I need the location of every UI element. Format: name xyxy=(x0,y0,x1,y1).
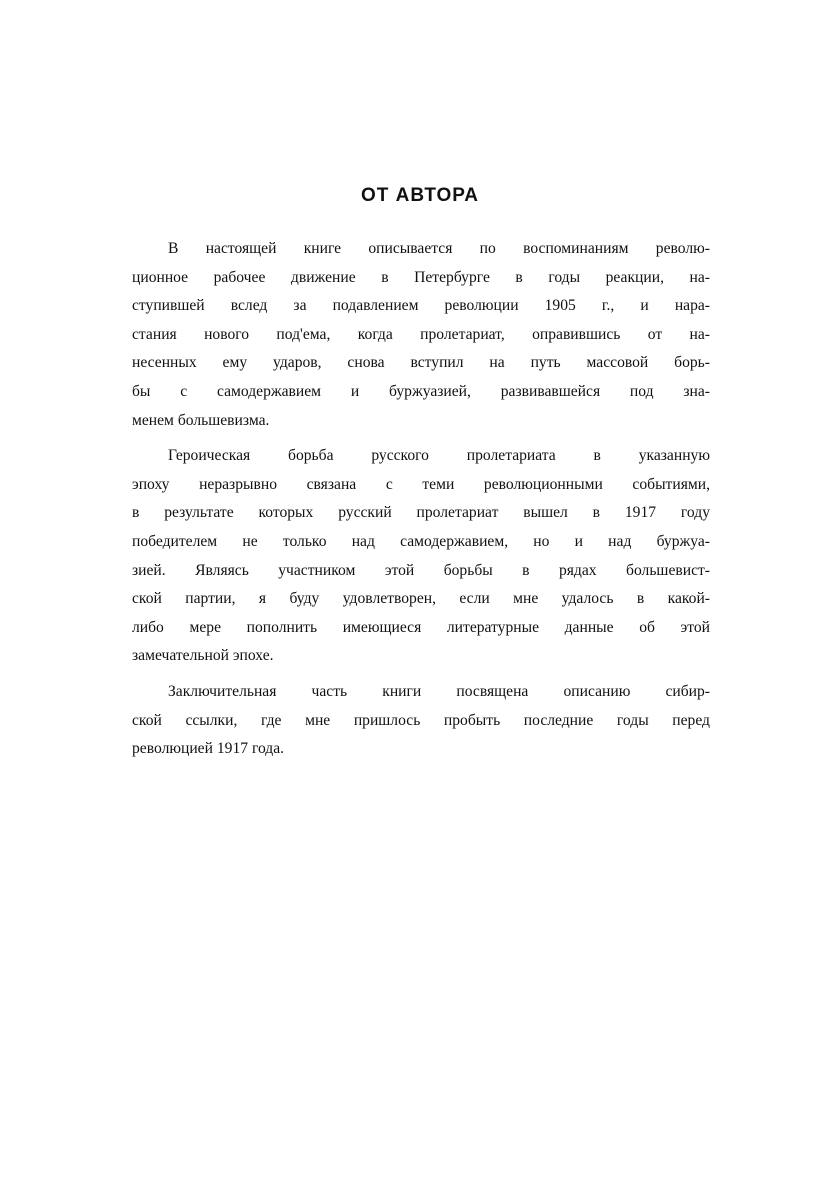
paragraph-2 xyxy=(132,442,710,671)
text-line: ступившей вслед за подавлением революции 1905 г., и нара- xyxy=(132,297,710,315)
paragraph-3 xyxy=(132,678,710,764)
text-line: ской ссылки, где мне пришлось пробыть последние годы перед xyxy=(132,711,710,729)
text-line: замечательной эпохе. xyxy=(132,647,274,665)
text-line: ской партии, я буду удовлетворен, если мне удалось в какой- xyxy=(132,590,710,608)
text-line: Заключительная часть книги посвящена описанию сибир- xyxy=(168,682,710,700)
preface-text xyxy=(132,235,710,771)
text-line: эпоху неразрывно связана с теми революционными событиями, xyxy=(132,475,710,493)
text-line: в результате которых русский пролетариат вышел в 1917 году xyxy=(132,504,710,522)
paragraph-1 xyxy=(132,235,710,435)
page-title: ОТ АВТОРА xyxy=(360,185,480,206)
text-line: несенных ему ударов, снова вступил на путь массовой борь- xyxy=(132,354,710,372)
text-line: либо мере пополнить имеющиеся литературные данные об этой xyxy=(132,618,710,636)
text-line: менем большевизма. xyxy=(132,411,270,429)
text-line: Героическая борьба русского пролетариата в указанную xyxy=(168,447,710,465)
text-line: революцией 1917 года. xyxy=(132,740,285,758)
text-line: стания нового под'ема, когда пролетариат, оправившись от на- xyxy=(132,325,710,343)
text-line: зией. Являясь участником этой борьбы в рядах большевист- xyxy=(132,561,710,579)
text-line: В настоящей книге описывается по воспоминаниям револю- xyxy=(168,240,710,257)
text-line: ционное рабочее движение в Петербурге в годы реакции, на- xyxy=(132,268,710,286)
text-line: бы с самодержавием и буржуазией, развивавшейся под зна- xyxy=(132,382,710,400)
text-line: победителем не только над самодержавием, но и над буржуа- xyxy=(132,532,710,550)
